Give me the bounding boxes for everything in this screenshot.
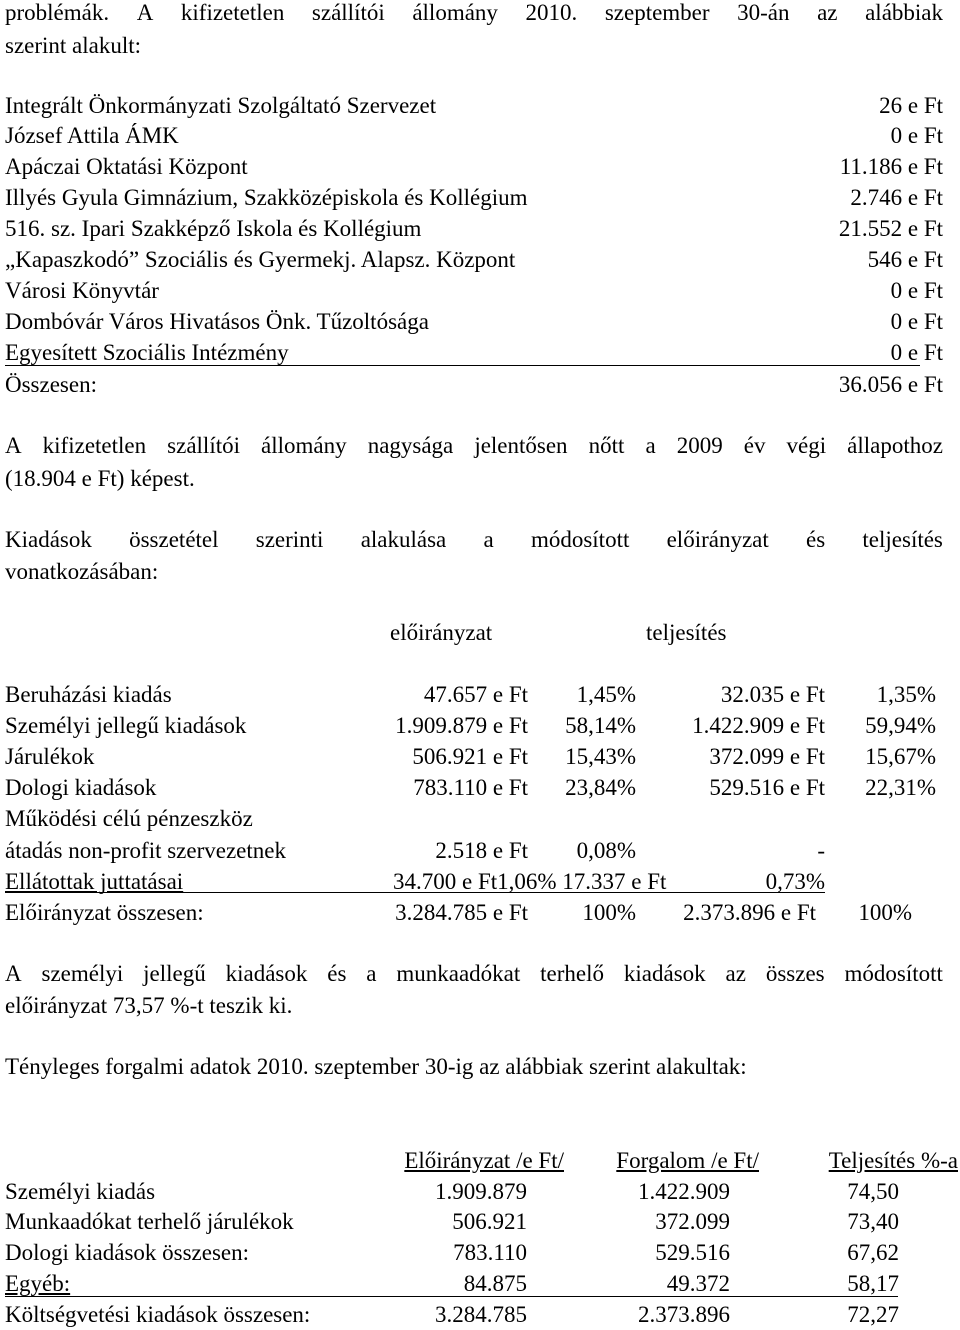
para2-line-2: vonatkozásában: — [5, 559, 159, 584]
expense-transfer-label-1: Működési célú pénzeszköz — [5, 806, 253, 831]
expense-benefits-label: Ellátottak juttatásai — [5, 869, 184, 894]
para2-line-1 — [5, 528, 943, 551]
supplier-amount: 0 e Ft — [890, 123, 943, 148]
expense-transfer-plan-pct: 0,08% — [576, 838, 636, 863]
supplier-row — [5, 217, 943, 243]
expense-benefits-values: 34.700 e Ft1,06% 17.337 e Ft — [393, 869, 667, 894]
expense-label: Személyi jellegű kiadások — [5, 713, 247, 738]
expense-plan-pct: 23,84% — [565, 775, 636, 800]
word: állomány — [261, 433, 347, 458]
expense-actual-pct: 22,31% — [865, 775, 936, 800]
supplier-name: Dombóvár Város Hivatásos Önk. Tűzoltósága — [5, 309, 429, 334]
supplier-total-label: Összesen: — [5, 372, 97, 397]
word: állomány — [412, 0, 498, 25]
supplier-row — [5, 248, 943, 274]
expense-label: Járulékok — [5, 744, 95, 769]
word: kifizetetlen — [180, 0, 285, 25]
word: szállítói — [311, 0, 385, 25]
expense-actual: 1.422.909 e Ft — [692, 713, 825, 738]
turnover-plan: 783.110 — [453, 1240, 527, 1265]
expense-total-plan: 3.284.785 e Ft — [395, 900, 528, 925]
turnover-total-rule — [5, 1296, 898, 1297]
word: szerinti — [255, 527, 324, 552]
word: teljesítés — [862, 527, 943, 552]
word: a — [366, 961, 377, 986]
word: alábbiak — [865, 0, 943, 25]
expense-actual-pct: 1,35% — [876, 682, 936, 707]
supplier-name: Egyesített Szociális Intézmény — [5, 340, 289, 365]
supplier-amount: 26 e Ft — [879, 93, 943, 118]
para3-line-1 — [5, 962, 943, 985]
turnover-pct: 72,27 — [847, 1302, 899, 1327]
word: összes — [765, 961, 825, 986]
expense-plan: 783.110 e Ft — [413, 775, 528, 800]
expense-actual-pct: 59,94% — [865, 713, 936, 738]
supplier-amount: 0 e Ft — [890, 278, 943, 303]
supplier-name: Integrált Önkormányzati Szolgáltató Szervezet — [5, 93, 437, 118]
turnover-label: Munkaadókat terhelő járulékok — [5, 1209, 294, 1234]
word: alakulása — [360, 527, 447, 552]
intro-line-1 — [5, 1, 943, 24]
turnover-plan: 1.909.879 — [435, 1179, 527, 1204]
word: és — [806, 527, 826, 552]
supplier-name: Városi Könyvtár — [5, 278, 159, 303]
expense-label: Beruházási kiadás — [5, 682, 172, 707]
supplier-amount: 21.552 e Ft — [838, 216, 943, 241]
expense-total-actual-pct: 100% — [858, 900, 912, 925]
word: 2010. — [525, 0, 578, 25]
turnover-actual: 372.099 — [655, 1209, 730, 1234]
supplier-amount: 11.186 e Ft — [839, 154, 943, 179]
para3-line-2: előirányzat 73,57 %-t teszik ki. — [5, 993, 293, 1018]
word: előirányzat — [666, 527, 769, 552]
turnover-actual: 2.373.896 — [638, 1302, 730, 1327]
expense-total-actual: 2.373.896 e Ft — [683, 900, 816, 925]
supplier-total-rule — [5, 365, 920, 366]
expense-total-label: Előirányzat összesen: — [5, 900, 204, 925]
turnover-plan: 506.921 — [452, 1209, 527, 1234]
word: A — [5, 433, 22, 458]
turnover-header-actual: Forgalom /e Ft/ — [616, 1148, 759, 1173]
word: jelentősen — [474, 433, 568, 458]
para1-line-1 — [5, 434, 943, 457]
turnover-label: Egyéb: — [5, 1271, 71, 1296]
exp-header-plan: előirányzat — [390, 620, 493, 645]
intro-line-2: szerint alakult: — [5, 33, 142, 58]
supplier-row — [5, 279, 943, 305]
expense-plan-pct: 1,45% — [576, 682, 636, 707]
turnover-actual: 49.372 — [666, 1271, 730, 1296]
word: problémák. — [5, 0, 110, 25]
turnover-label: Dologi kiadások összesen: — [5, 1240, 250, 1265]
word: kiadások — [623, 961, 706, 986]
turnover-actual: 1.422.909 — [638, 1179, 730, 1204]
supplier-row — [5, 94, 943, 120]
expense-total-rule — [5, 892, 825, 893]
word: 30-án — [737, 0, 790, 25]
word: szeptember — [604, 0, 710, 25]
supplier-name: Apáczai Oktatási Központ — [5, 154, 248, 179]
turnover-header-plan: Előirányzat /e Ft/ — [404, 1148, 564, 1173]
word: 2009 — [676, 433, 723, 458]
expense-plan: 506.921 e Ft — [412, 744, 528, 769]
turnover-pct: 73,40 — [847, 1209, 899, 1234]
expense-plan-pct: 58,14% — [565, 713, 636, 738]
supplier-total-amount: 36.056 e Ft — [838, 372, 943, 397]
word: kiadások — [225, 961, 308, 986]
word: munkaadókat — [396, 961, 521, 986]
supplier-amount: 546 e Ft — [867, 247, 943, 272]
supplier-name: 516. sz. Ipari Szakképző Iskola és Kollégium — [5, 216, 422, 241]
word: szállítói — [167, 433, 240, 458]
supplier-amount: 0 e Ft — [890, 309, 943, 334]
word: kifizetetlen — [42, 433, 147, 458]
word: terhelő — [540, 961, 605, 986]
turnover-actual: 529.516 — [655, 1240, 730, 1265]
word: év — [743, 433, 766, 458]
turnover-plan: 3.284.785 — [435, 1302, 527, 1327]
supplier-name: Illyés Gyula Gimnázium, Szakközépiskola és Kollégium — [5, 185, 528, 210]
supplier-row — [5, 155, 943, 181]
word: személyi — [41, 961, 124, 986]
turnover-pct: 67,62 — [847, 1240, 899, 1265]
expense-total-plan-pct: 100% — [582, 900, 636, 925]
word: nőtt — [588, 433, 625, 458]
para4: Tényleges forgalmi adatok 2010. szeptember 30-ig az alábbiak szerint alakultak: — [5, 1054, 747, 1079]
expense-plan: 47.657 e Ft — [423, 682, 528, 707]
turnover-label: Személyi kiadás — [5, 1179, 156, 1204]
turnover-header-pct: Teljesítés %-a — [828, 1148, 958, 1173]
expense-actual-pct: 15,67% — [865, 744, 936, 769]
supplier-row — [5, 186, 943, 212]
expense-actual: 372.099 e Ft — [709, 744, 825, 769]
supplier-amount: 0 e Ft — [890, 340, 943, 365]
word: módosított — [530, 527, 630, 552]
supplier-amount: 2.746 e Ft — [850, 185, 943, 210]
expense-transfer-actual: - — [817, 838, 825, 863]
word: a — [645, 433, 656, 458]
turnover-label: Költségvetési kiadások összesen: — [5, 1302, 311, 1327]
turnover-plan: 84.875 — [463, 1271, 527, 1296]
word: Kiadások — [5, 527, 92, 552]
exp-header-actual: teljesítés — [646, 620, 727, 645]
supplier-row — [5, 310, 943, 336]
turnover-pct: 74,50 — [847, 1179, 899, 1204]
word: végi — [786, 433, 827, 458]
supplier-name: József Attila ÁMK — [5, 123, 179, 148]
expense-plan: 1.909.879 e Ft — [395, 713, 528, 738]
expense-actual: 32.035 e Ft — [720, 682, 825, 707]
turnover-pct: 58,17 — [847, 1271, 899, 1296]
supplier-name: „Kapaszkodó” Szociális és Gyermekj. Alapsz. Központ — [5, 247, 516, 272]
word: összetétel — [129, 527, 219, 552]
expense-actual: 529.516 e Ft — [709, 775, 825, 800]
word: és — [327, 961, 347, 986]
word: a — [483, 527, 494, 552]
word: módosított — [844, 961, 943, 986]
word: A — [136, 0, 154, 25]
expense-transfer-plan: 2.518 e Ft — [435, 838, 528, 863]
word: jellegű — [143, 961, 206, 986]
word: A — [5, 961, 22, 986]
supplier-total-row — [5, 373, 943, 399]
word: az — [817, 0, 838, 25]
word: az — [725, 961, 746, 986]
expense-label: Dologi kiadások — [5, 775, 157, 800]
word: nagysága — [367, 433, 454, 458]
expense-benefits-actual-pct: 0,73% — [765, 869, 825, 894]
supplier-row — [5, 124, 943, 150]
expense-plan-pct: 15,43% — [565, 744, 636, 769]
para1-line-2: (18.904 e Ft) képest. — [5, 466, 195, 491]
supplier-row — [5, 341, 943, 367]
expense-transfer-label-2: átadás non-profit szervezetnek — [5, 838, 286, 863]
word: állapothoz — [847, 433, 943, 458]
